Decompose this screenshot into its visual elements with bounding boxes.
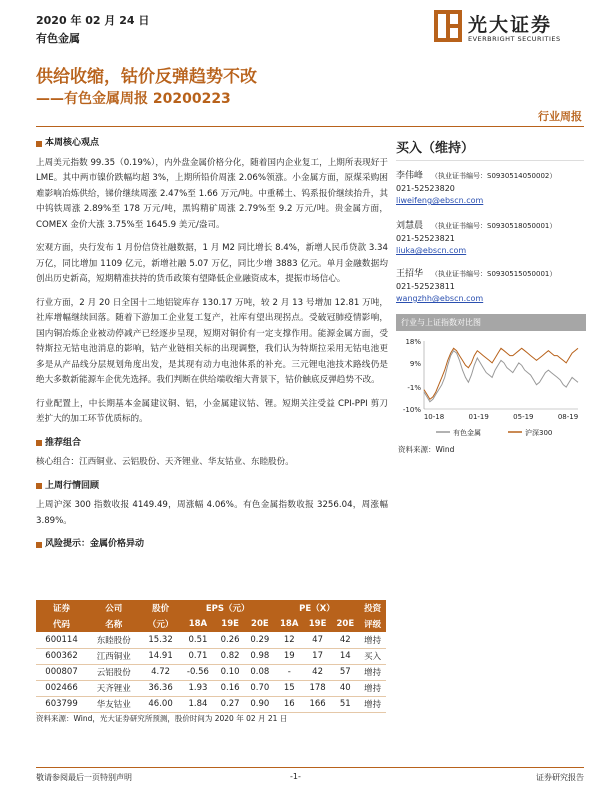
table-cell: 42 (304, 664, 332, 680)
logo-text: 光大证券 (468, 14, 553, 36)
section-recommend: 推荐组合 (36, 436, 388, 452)
header-divider (36, 126, 584, 127)
col-header: 评级 (359, 616, 386, 632)
table-cell: 0.82 (215, 648, 245, 664)
table-subheader-row (36, 616, 386, 632)
col-header: 投资 (359, 600, 386, 616)
recommend-text: 核心组合：江西铜业、云铝股份、天齐锂业、华友钴业、东睦股份。 (36, 457, 294, 467)
report-subtitle: ——有色金属周报 20200223 (36, 91, 231, 107)
table-cell: 600362 (36, 648, 87, 664)
x-tick-label: 08-19 (557, 413, 579, 421)
table-cell: 0.27 (215, 696, 245, 712)
table-cell: 江西铜业 (87, 648, 140, 664)
bullet-square-icon (36, 542, 42, 548)
analyst-card (396, 170, 556, 208)
series-line-1 (424, 348, 578, 399)
logo-mark-icon (434, 10, 462, 42)
paragraph-macro: 宏观方面，央行发布 1 月份信贷社融数据，1 月 M2 同比增长 8.4%，新增人民币贷款 3.34 万亿，同比增加 1109 亿元，新增社融 5.07 万亿，同比少增 3883 亿元。单月金融数据均创出历史新高，短期精准扶持的货币政策有望降低企业融资成本，提振市场信心。 (36, 243, 388, 284)
table-cell: 0.26 (215, 632, 245, 648)
analyst-license: （执业证书编号：S0930514050002） (431, 172, 557, 180)
table-cell: 1.93 (181, 680, 216, 696)
col-header: 证券 (36, 600, 87, 616)
bullet-square-icon (36, 483, 42, 489)
x-tick-label: 01-19 (468, 413, 489, 421)
table-cell: 19 (275, 648, 304, 664)
table-cell: 15 (275, 680, 304, 696)
section-core-view: 本周核心观点 (36, 136, 388, 152)
footer-divider (36, 767, 584, 768)
paragraph-allocation: 行业配置上，中长期基本金属建议铜、铝，小金属建议钴、锂。短期关注受益 CPI-PPI 剪刀差扩大的加工环节优质标的。 (36, 398, 388, 424)
series-line-0 (424, 351, 578, 402)
table-cell: 增持 (359, 664, 386, 680)
col-header: 19E (304, 616, 332, 632)
table-cell: 云铝股份 (87, 664, 140, 680)
y-tick-label: 18% (405, 338, 421, 346)
stock-table (36, 600, 386, 713)
col-header: 股价 (141, 600, 181, 616)
table-row (36, 632, 386, 648)
table-cell: 12 (275, 632, 304, 648)
rating-divider (396, 160, 584, 161)
table-cell: 603799 (36, 696, 87, 712)
market-text: 上周沪深 300 指数收报 4149.49，周涨幅 4.06%。有色金属指数收报 3256.04，周涨幅 3.89%。 (36, 500, 388, 526)
col-header: 19E (215, 616, 245, 632)
table-cell: - (275, 664, 304, 680)
section-risk: 风险提示：金属价格异动 (36, 537, 388, 553)
table-cell: 600114 (36, 632, 87, 648)
table-source: 资料来源：Wind，光大证券研究所预测，股价时间为 2020 年 02 月 21 日 (36, 714, 288, 723)
analyst-phone: 021-52523820 (396, 183, 455, 193)
x-tick-label: 10-18 (423, 413, 445, 421)
table-header-row (36, 600, 386, 616)
table-cell: 0.90 (245, 696, 275, 712)
table-cell: 000807 (36, 664, 87, 680)
table-cell: 0.08 (245, 664, 275, 680)
table-cell: 42 (331, 632, 359, 648)
table-cell: 51 (331, 696, 359, 712)
col-header: 20E (245, 616, 275, 632)
col-header: 18A (181, 616, 216, 632)
table-row (36, 664, 386, 680)
x-tick-label: 05-19 (513, 413, 534, 421)
sector-label: 有色金属 (36, 32, 80, 45)
report-type: 行业周报 (538, 110, 582, 123)
table-cell: 增持 (359, 696, 386, 712)
table-cell: 买入 (359, 648, 386, 664)
footer-doc-type: 证券研究报告 (536, 773, 584, 782)
col-header: 20E (331, 616, 359, 632)
analyst-email[interactable]: liweifeng@ebscn.com (396, 196, 484, 205)
y-tick-label: -1% (407, 384, 421, 393)
analyst-email[interactable]: wangzhh@ebscn.com (396, 294, 484, 303)
paragraph-metals: 上周美元指数 99.35（0.19%），内外盘金属价格分化，随着国内企业复工，上期所表现好于 LME。其中两市镍价跌幅均超 3%，上期所铅价周涨 2.06%领涨。小金属方面，原煤采购困难影响冶炼供给，锑价继续周涨 2.47%至 1.66 万元/吨。中重稀土、钨系报价继续抬升，其中钨铁周涨 2.89%至 178 万元/吨，黑钨精矿周涨 2.79%至 9.2 万元/吨。贵金属方面，COMEX 金价大涨 3.75%至 1645.9 美元/盎司。 (36, 157, 388, 230)
col-header: 代码 (36, 616, 87, 632)
col-header-pe: PE（X） (275, 600, 359, 616)
table-cell: 0.70 (245, 680, 275, 696)
logo-subtext: EVERBRIGHT SECURITIES (468, 35, 561, 43)
legend-label: 有色金属 (453, 429, 481, 437)
table-row (36, 680, 386, 696)
analyst-phone: 021-52523811 (396, 281, 455, 291)
col-header: 名称 (87, 616, 140, 632)
table-cell: 17 (304, 648, 332, 664)
report-title: 供给收缩，钴价反弹趋势不改 (36, 67, 257, 87)
table-cell: 36.36 (141, 680, 181, 696)
table-cell: 天齐锂业 (87, 680, 140, 696)
analyst-license: （执业证书编号：S0930518050001） (431, 222, 557, 230)
comparison-chart (396, 314, 586, 444)
table-cell: 0.51 (181, 632, 216, 648)
section-market: 上周行情回顾 (36, 479, 388, 495)
col-header: （元） (141, 616, 181, 632)
table-cell: 0.98 (245, 648, 275, 664)
y-tick-label: -10% (402, 406, 421, 414)
analyst-name: 刘慧晨 (396, 221, 424, 231)
table-cell: 57 (331, 664, 359, 680)
table-cell: 增持 (359, 632, 386, 648)
table-cell: 增持 (359, 680, 386, 696)
legend-label: 沪深300 (525, 429, 553, 437)
table-cell: 16 (275, 696, 304, 712)
table-cell: 178 (304, 680, 332, 696)
col-header: 公司 (87, 600, 140, 616)
chart-title: 行业与上证指数对比图 (396, 314, 586, 331)
table-cell: -0.56 (181, 664, 216, 680)
analyst-phone: 021-52523821 (396, 233, 455, 243)
table-cell: 东睦股份 (87, 632, 140, 648)
analyst-license: （执业证书编号：S0930515050001） (431, 270, 557, 278)
table-cell: 0.16 (215, 680, 245, 696)
paragraph-industry: 行业方面，2 月 20 日全国十二地铝锭库存 130.17 万吨，较 2 月 13 号增加 12.81 万吨，社库增幅继续回落。随着下游加工企业复工复产，社库有望出现拐点。受破冠肺疫情影响，国内铜冶炼企业被动停减产已经逐步呈现，短期对铜价有一定支撑作用。能源金属方面，受特斯拉无钴电池消息的影响，钴产业链相关标的出现调整，我们认为特斯拉采用无钴电池更多是从产品线分层规划角度出发，是其现有动力电池体系的补充。三元锂电池技术路线仍是绝大多数新能源车企优先选择。我们判断在供给端收缩大背景下，钴价触底反弹趋势不改。 (36, 297, 388, 385)
page-number: -1- (290, 772, 301, 781)
analyst-card (396, 220, 556, 258)
y-tick-label: 9% (409, 359, 421, 368)
table-cell: 华友钴业 (87, 696, 140, 712)
table-cell: 15.32 (141, 632, 181, 648)
bullet-square-icon (36, 141, 42, 147)
analyst-name: 王招华 (396, 269, 424, 279)
col-header-eps: EPS（元） (181, 600, 275, 616)
chart-source: 资料来源：Wind (398, 445, 455, 454)
rating: 买入（维持） (396, 141, 475, 156)
table-cell: 46.00 (141, 696, 181, 712)
report-date: 2020 年 02 月 24 日 (36, 14, 150, 27)
analyst-card (396, 268, 556, 306)
table-cell: 14.91 (141, 648, 181, 664)
table-row (36, 648, 386, 664)
chart-svg (396, 331, 586, 443)
table-row (36, 696, 386, 712)
table-cell: 0.29 (245, 632, 275, 648)
company-logo (434, 8, 584, 46)
table-cell: 1.84 (181, 696, 216, 712)
table-cell: 166 (304, 696, 332, 712)
table-cell: 002466 (36, 680, 87, 696)
main-text (36, 136, 388, 553)
analyst-email[interactable]: liuka@ebscn.com (396, 246, 467, 255)
col-header: 18A (275, 616, 304, 632)
analyst-name: 李伟峰 (396, 171, 424, 181)
table-cell: 40 (331, 680, 359, 696)
table-cell: 0.10 (215, 664, 245, 680)
table-cell: 0.71 (181, 648, 216, 664)
footer-disclaimer: 敬请参阅最后一页特别声明 (36, 773, 132, 782)
table-cell: 47 (304, 632, 332, 648)
table-cell: 4.72 (141, 664, 181, 680)
table-cell: 14 (331, 648, 359, 664)
bullet-square-icon (36, 440, 42, 446)
